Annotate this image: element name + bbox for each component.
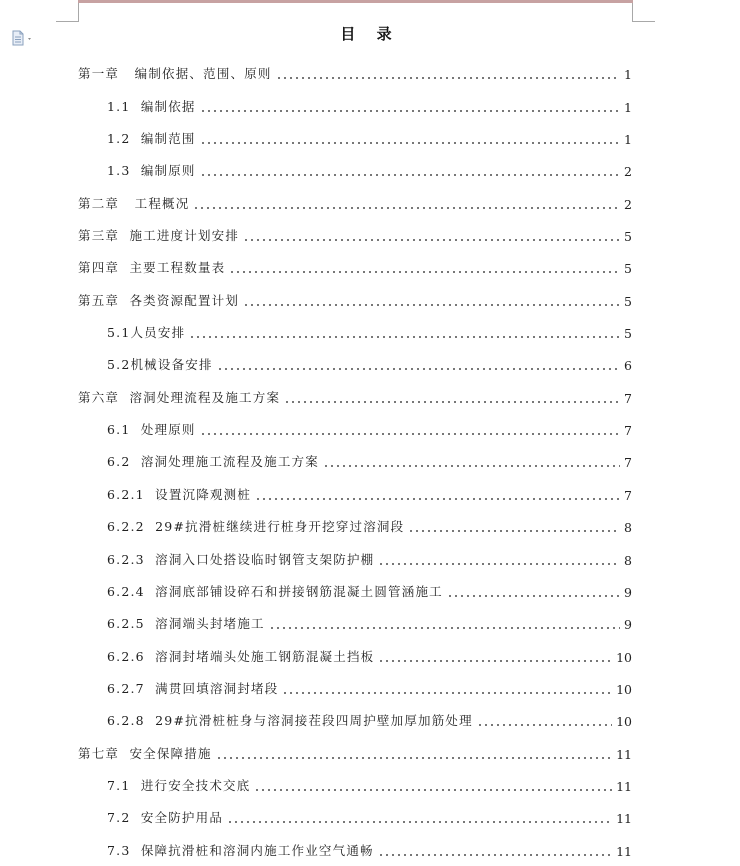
toc-leader-dots [200, 110, 620, 112]
toc-page-number: 7 [624, 455, 632, 471]
toc-leader-dots [378, 854, 612, 856]
toc-page-number: 10 [616, 714, 632, 730]
toc-entry-text: 6.2.2 29#抗滑桩继续进行桩身开挖穿过溶洞段 [107, 519, 405, 535]
toc-entry[interactable] [78, 82, 632, 114]
toc-entry[interactable] [78, 535, 632, 567]
toc-entry-text: 7.3 保障抗滑桩和溶洞内施工作业空气通畅 [107, 842, 374, 858]
toc-entry-text: 6.2.5 溶洞端头封堵施工 [107, 616, 265, 632]
toc-entry-text: 第六章 溶洞处理流程及施工方案 [78, 389, 281, 405]
toc-leader-dots [243, 304, 620, 306]
toc-entry[interactable] [78, 115, 632, 147]
toc-entry[interactable] [78, 179, 632, 211]
toc-leader-dots [477, 724, 612, 726]
toc-entry[interactable] [78, 309, 632, 341]
toc-page-number: 2 [624, 164, 632, 180]
crop-mark-top-right-vertical [632, 0, 633, 22]
toc-entry[interactable] [78, 212, 632, 244]
toc-leader-dots [193, 207, 620, 209]
toc-entry[interactable] [78, 406, 632, 438]
toc-page-number: 1 [624, 99, 632, 115]
toc-leader-dots [276, 77, 620, 79]
toc-entry[interactable] [78, 762, 632, 794]
toc-leader-dots [200, 142, 620, 144]
toc-entry-text: 6.2.8 29#抗滑桩桩身与溶洞接茬段四周护壁加厚加筋处理 [107, 713, 473, 729]
toc-entry[interactable] [78, 438, 632, 470]
toc-leader-dots [216, 757, 612, 759]
toc-entry-text: 5.1人员安排 [107, 325, 186, 341]
toc-leader-dots [408, 530, 620, 532]
toc-page-number: 11 [616, 843, 632, 859]
toc-page-number: 5 [624, 326, 632, 342]
toc-leader-dots [323, 465, 620, 467]
toc-leader-dots [254, 789, 612, 791]
toc-page-number: 2 [624, 196, 632, 212]
toc-leader-dots [200, 433, 620, 435]
toc-entry[interactable] [78, 826, 632, 858]
toc-entry-text: 6.2.1 设置沉降观测桩 [107, 486, 252, 502]
toc-entry[interactable] [78, 568, 632, 600]
table-of-contents [78, 50, 632, 859]
toc-page-number: 7 [624, 390, 632, 406]
toc-leader-dots [378, 563, 620, 565]
toc-entry[interactable] [78, 794, 632, 826]
toc-leader-dots [229, 271, 620, 273]
toc-entry-text: 1.3 编制原则 [107, 163, 196, 179]
toc-page-number: 1 [624, 67, 632, 83]
toc-entry-text: 第七章 安全保障措施 [78, 745, 212, 761]
toc-entry[interactable] [78, 276, 632, 308]
toc-page-number: 11 [616, 746, 632, 762]
toc-page-number: 11 [616, 778, 632, 794]
page-title: 目 录 [340, 25, 400, 43]
toc-leader-dots [217, 368, 620, 370]
toc-entry[interactable] [78, 341, 632, 373]
toc-entry[interactable] [78, 729, 632, 761]
toc-page-number: 1 [624, 132, 632, 148]
toc-entry-text: 6.1 处理原则 [107, 422, 196, 438]
toc-page-number: 5 [624, 229, 632, 245]
toc-page-number: 11 [616, 811, 632, 827]
toc-entry[interactable] [78, 665, 632, 697]
toc-entry-text: 7.2 安全防护用品 [107, 810, 224, 826]
crop-mark-top-left-horizontal [56, 21, 79, 22]
toc-page-number: 9 [624, 617, 632, 633]
toc-entry-text: 第一章 编制依据、范围、原则 [78, 66, 272, 82]
toc-entry-text: 1.1 编制依据 [107, 98, 196, 114]
toc-leader-dots [378, 660, 612, 662]
toc-entry-text: 6.2 溶洞处理施工流程及施工方案 [107, 454, 319, 470]
toc-page-number: 6 [624, 358, 632, 374]
toc-entry-text: 1.2 编制范围 [107, 131, 196, 147]
header-bar [78, 0, 633, 3]
toc-entry[interactable] [78, 373, 632, 405]
toc-page-number: 8 [624, 520, 632, 536]
toc-page-number: 10 [616, 681, 632, 697]
toc-leader-dots [269, 627, 620, 629]
toc-page-number: 8 [624, 552, 632, 568]
toc-leader-dots [447, 595, 620, 597]
toc-entry[interactable] [78, 50, 632, 82]
toc-entry[interactable] [78, 632, 632, 664]
toc-entry[interactable] [78, 503, 632, 535]
toc-entry-text: 第五章 各类资源配置计划 [78, 292, 240, 308]
toc-entry-text: 6.2.7 满贯回填溶洞封堵段 [107, 680, 279, 696]
toc-leader-dots [200, 174, 620, 176]
toc-entry[interactable] [78, 697, 632, 729]
toc-entry-text: 7.1 进行安全技术交底 [107, 777, 251, 793]
toc-entry-text: 6.2.4 溶洞底部铺设碎石和拼接钢筋混凝土圆管涵施工 [107, 583, 443, 599]
toc-entry[interactable] [78, 600, 632, 632]
toc-entry[interactable] [78, 470, 632, 502]
toc-entry-text: 第四章 主要工程数量表 [78, 260, 226, 276]
toc-leader-dots [255, 498, 620, 500]
toc-entry-text: 第二章 工程概况 [78, 195, 190, 211]
toc-page-number: 10 [616, 649, 632, 665]
toc-leader-dots [243, 239, 620, 241]
toc-entry-text: 5.2机械设备安排 [107, 357, 213, 373]
toc-page-number: 9 [624, 584, 632, 600]
crop-mark-top-right-horizontal [632, 21, 655, 22]
toc-page-number: 5 [624, 293, 632, 309]
toc-leader-dots [282, 692, 612, 694]
toc-page-number: 7 [624, 487, 632, 503]
toc-entry-text: 6.2.6 溶洞封堵端头处施工钢筋混凝土挡板 [107, 648, 375, 664]
toc-entry-text: 第三章 施工进度计划安排 [78, 228, 240, 244]
toc-entry[interactable] [78, 147, 632, 179]
toc-entry-text: 6.2.3 溶洞入口处搭设临时钢管支架防护棚 [107, 551, 375, 567]
toc-page-number: 7 [624, 423, 632, 439]
toc-leader-dots [227, 821, 612, 823]
crop-mark-top-left-vertical [78, 0, 79, 22]
toc-leader-dots [189, 336, 620, 338]
toc-leader-dots [284, 401, 620, 403]
toc-entry[interactable] [78, 244, 632, 276]
toc-page-number: 5 [624, 261, 632, 277]
